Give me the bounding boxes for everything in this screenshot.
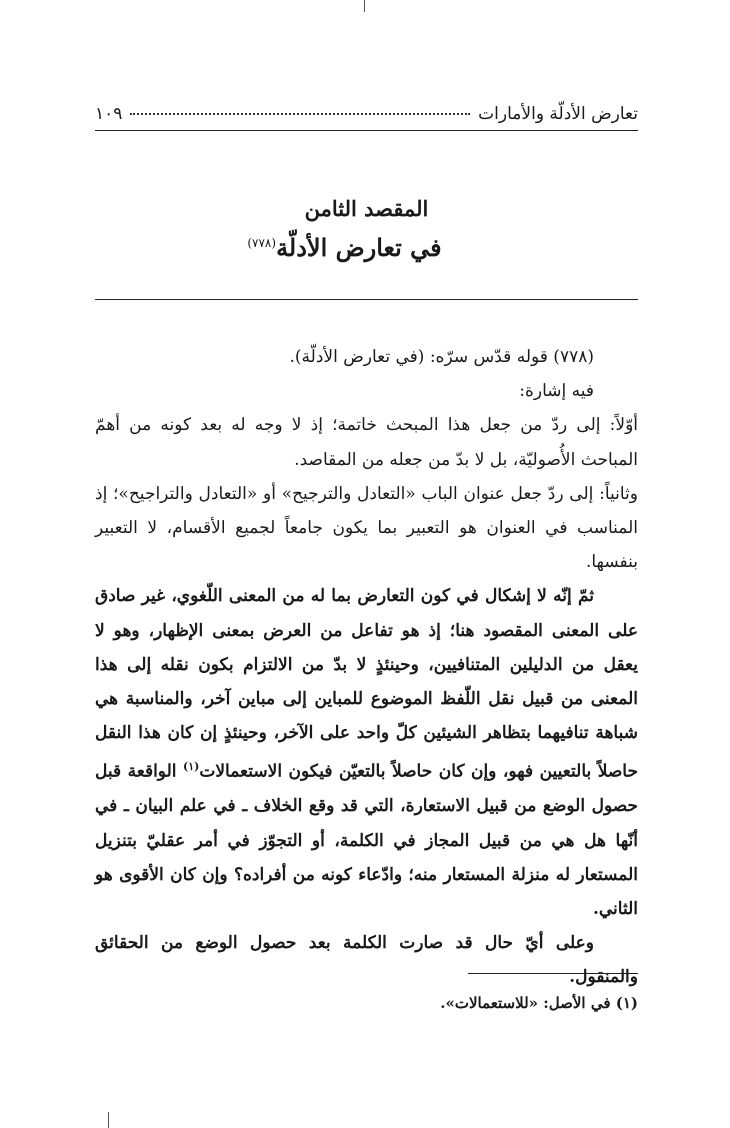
commentary-body (95, 340, 638, 995)
paragraph-bold (95, 579, 638, 926)
crop-mark (364, 0, 365, 12)
heading-divider (95, 299, 638, 300)
paragraph-bold-text: ثمّ إنّه لا إشكال في كون التعارض بما له من المعنى اللّغوي، غير صادق على المعنى المقصود هنا؛ إذ هو تفاعل من العرض بمعنى الإظهار، وهو لا يعقل من الدليلين المتنافيين، وحينئذٍ لا بدّ من الالتزام بكون نقله إلى هذا المعنى من قبيل نقل اللّفظ الموضوع للمباين إلى مباين آخر، والمناسبة هي شباهة تنافيهما بتظاهر الشيئين كلّ واحد على الآخر، وحينئذٍ إن كان هذا النقل حاصلاً بالتعيين فهو، وإن كان حاصلاً بالتعيّن فيكون الاستعمالات (95, 586, 638, 783)
footnote-ref: (١) (182, 760, 200, 774)
section-subtitle-text: في تعارض الأدلّة (276, 233, 442, 262)
section-title: المقصد الثامن (304, 196, 429, 221)
page-number: ١٠٩ (95, 104, 123, 124)
paragraph: وثانياً: إلى ردّ جعل عنوان الباب «التعادل والترجيح» أو «التعادل والتراجيح»؛ إذ المناسب في العنوان هو التعبير بما يكون جامعاً لجميع الأقسام، لا التعبير بنفسها. (95, 483, 638, 573)
paragraph-bold-cont: الواقعة قبل حصول الوضع من قبيل الاستعارة، التي قد وقع الخلاف ـ في علم البيان ـ في أنّها هل هي من قبيل المجاز في الكلمة، أو التجوّز في أمر عقليّ بتنزيل المستعار له منزلة المستعار منه؛ وادّعاء كونه من أفراده؟ وإن كان الأقوى هو الثاني. (95, 762, 638, 919)
running-head (95, 104, 638, 131)
paragraph: فيه إشارة: (519, 381, 594, 402)
note-reference: (٧٧٨) (247, 236, 277, 250)
running-title: تعارض الأدلّة والأمارات (478, 104, 638, 124)
section-heading (95, 196, 638, 262)
footnote-divider (468, 973, 638, 974)
paragraph: أوّلاً: إلى ردّ من جعل هذا المبحث خاتمة؛ إذ لا وجه له بعد كونه من أهمّ المباحث الأُصوليّة، بل لا بدّ من جعله من المقاصد. (95, 415, 638, 470)
section-subtitle (73, 233, 616, 262)
dot-leader (130, 113, 470, 115)
crop-mark (108, 1112, 109, 1128)
paragraph-bold: وعلى أيّ حال قد صارت الكلمة بعد حصول الوضع من الحقائق والمنقول. (95, 933, 638, 988)
footnote: (١) في الأصل: «للاستعمالات». (440, 994, 638, 1012)
commentary-lemma: (٧٧٨) قوله قدّس سرّه: (في تعارض الأدلّة). (289, 347, 594, 367)
